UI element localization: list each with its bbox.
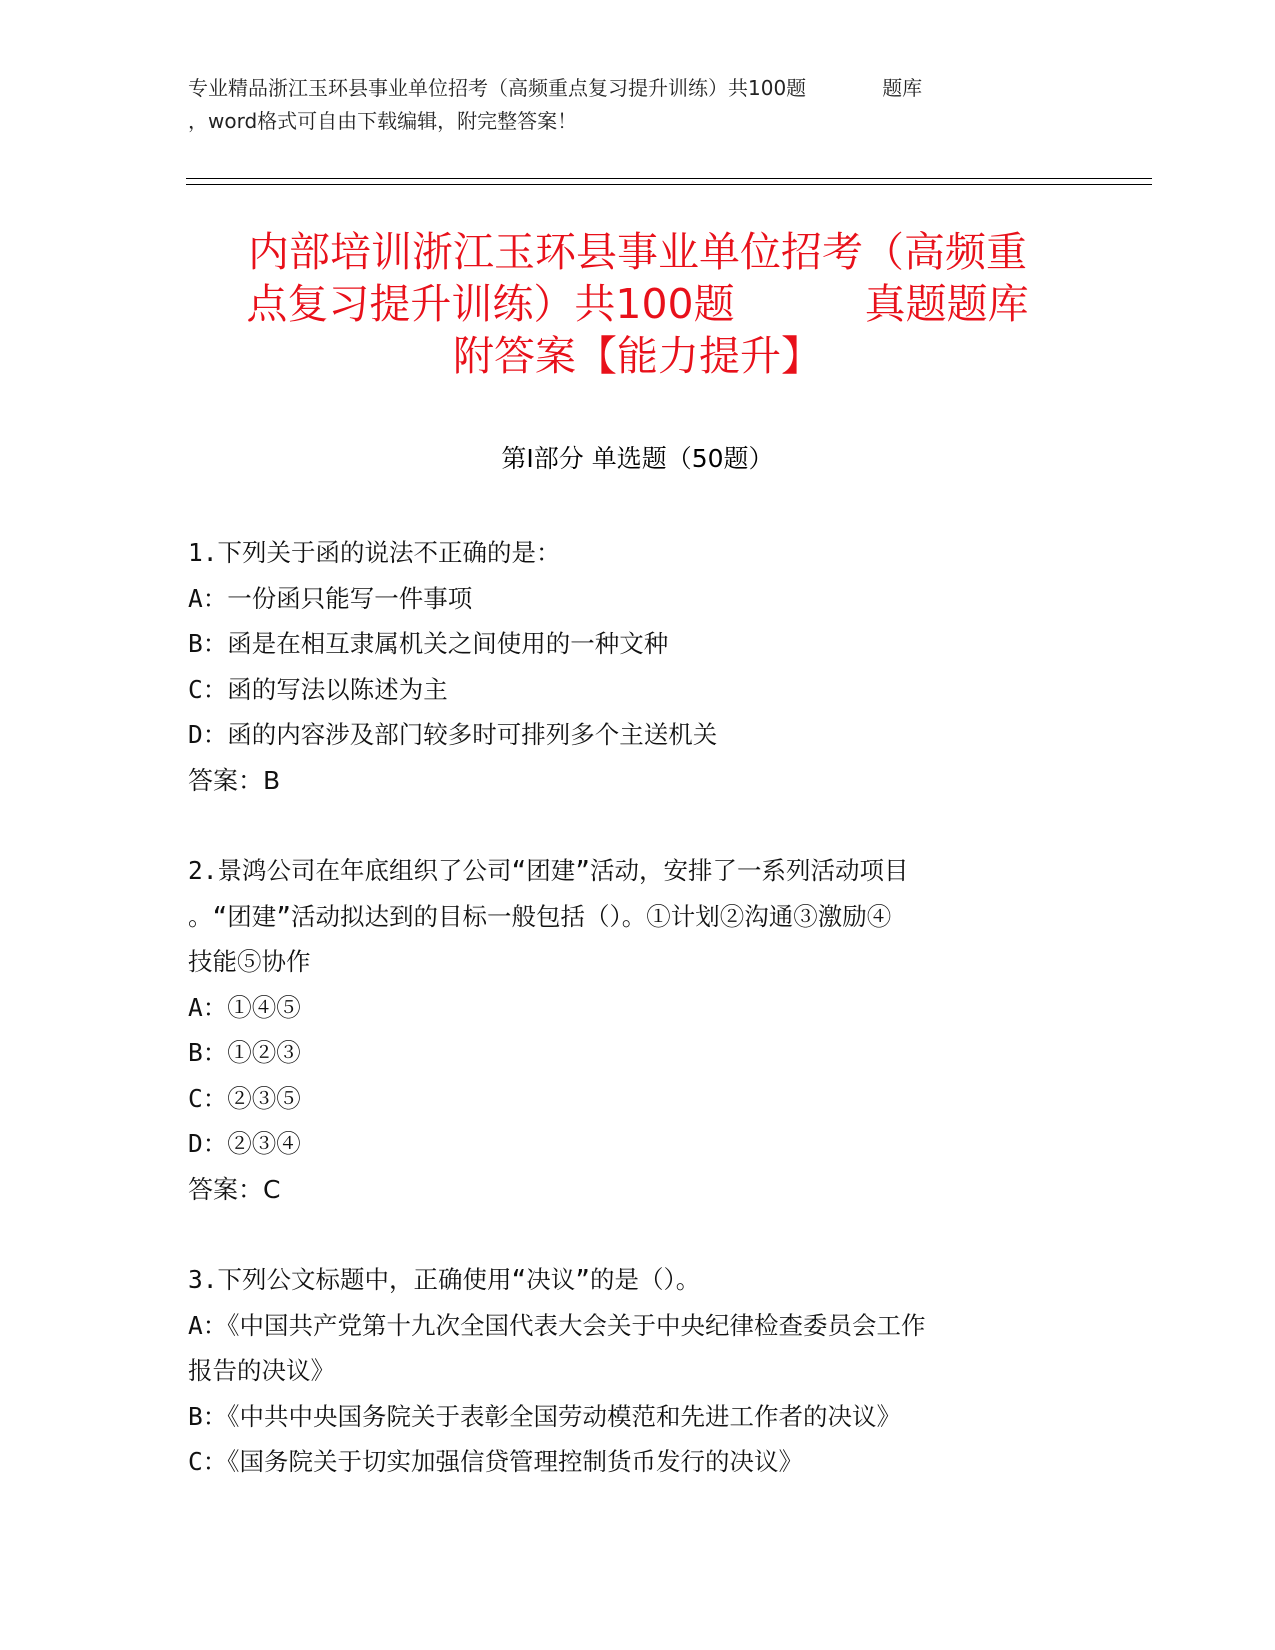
title-line-3: 附答案【能力提升】: [453, 332, 822, 380]
answer: 答案：C: [188, 1174, 281, 1204]
option-a: A：①④⑤: [188, 992, 301, 1022]
section-heading: 第Ⅰ部分 单选题（50题）: [501, 444, 774, 473]
question-1: [188, 530, 1088, 803]
page-header: [188, 72, 1088, 138]
question-list: [188, 530, 1088, 1530]
document-title: [150, 226, 1125, 382]
option-a: A：《中国共产党第十九次全国代表大会关于中央纪律检查委员会工作: [188, 1310, 926, 1340]
option-a-continued: 报告的决议》: [188, 1356, 335, 1385]
title-line-2-left: 点复习提升训练）共100题: [246, 280, 735, 328]
answer: 答案：B: [188, 765, 281, 795]
header-rule-bottom: [186, 184, 1152, 185]
option-c: C：《国务院关于切实加强信贷管理控制货币发行的决议》: [188, 1447, 803, 1476]
title-line-1: 内部培训浙江玉环县事业单位招考（高频重: [248, 228, 1027, 276]
header-text-left: 专业精品浙江玉环县事业单位招考（高频重点复习提升训练）共100题: [188, 76, 807, 100]
question-2: [188, 848, 1088, 1212]
question-stem: 2.景鸿公司在年底组织了公司“团建”活动，安排了一系列活动项目: [188, 856, 909, 885]
option-b: B：①②③: [188, 1038, 301, 1067]
question-3: [188, 1257, 1088, 1485]
header-text-right: 题库: [882, 76, 923, 100]
question-stem: 1.下列关于函的说法不正确的是：: [188, 538, 561, 567]
header-rule-top: [186, 178, 1152, 179]
option-b: B：函是在相互隶属机关之间使用的一种文种: [188, 629, 669, 658]
option-d: D：②③④: [188, 1129, 301, 1158]
header-line-2: ，word格式可自由下载编辑，附完整答案！: [188, 109, 578, 133]
question-stem: 3.下列公文标题中，正确使用“决议”的是（）。: [188, 1265, 701, 1294]
header-line-1: [188, 72, 1088, 105]
question-stem: 。“团建”活动拟达到的目标一般包括（）。①计划②沟通③激励④: [188, 901, 892, 931]
option-c: C：②③⑤: [188, 1083, 301, 1113]
option-a: A：一份函只能写一件事项: [188, 583, 473, 613]
question-stem: 技能⑤协作: [188, 947, 311, 976]
option-c: C：函的写法以陈述为主: [188, 674, 448, 704]
title-line-2: [150, 278, 1125, 330]
option-d: D：函的内容涉及部门较多时可排列多个主送机关: [188, 720, 718, 749]
option-b: B：《中共中央国务院关于表彰全国劳动模范和先进工作者的决议》: [188, 1401, 901, 1431]
title-line-2-right: 真题题库: [864, 280, 1029, 328]
